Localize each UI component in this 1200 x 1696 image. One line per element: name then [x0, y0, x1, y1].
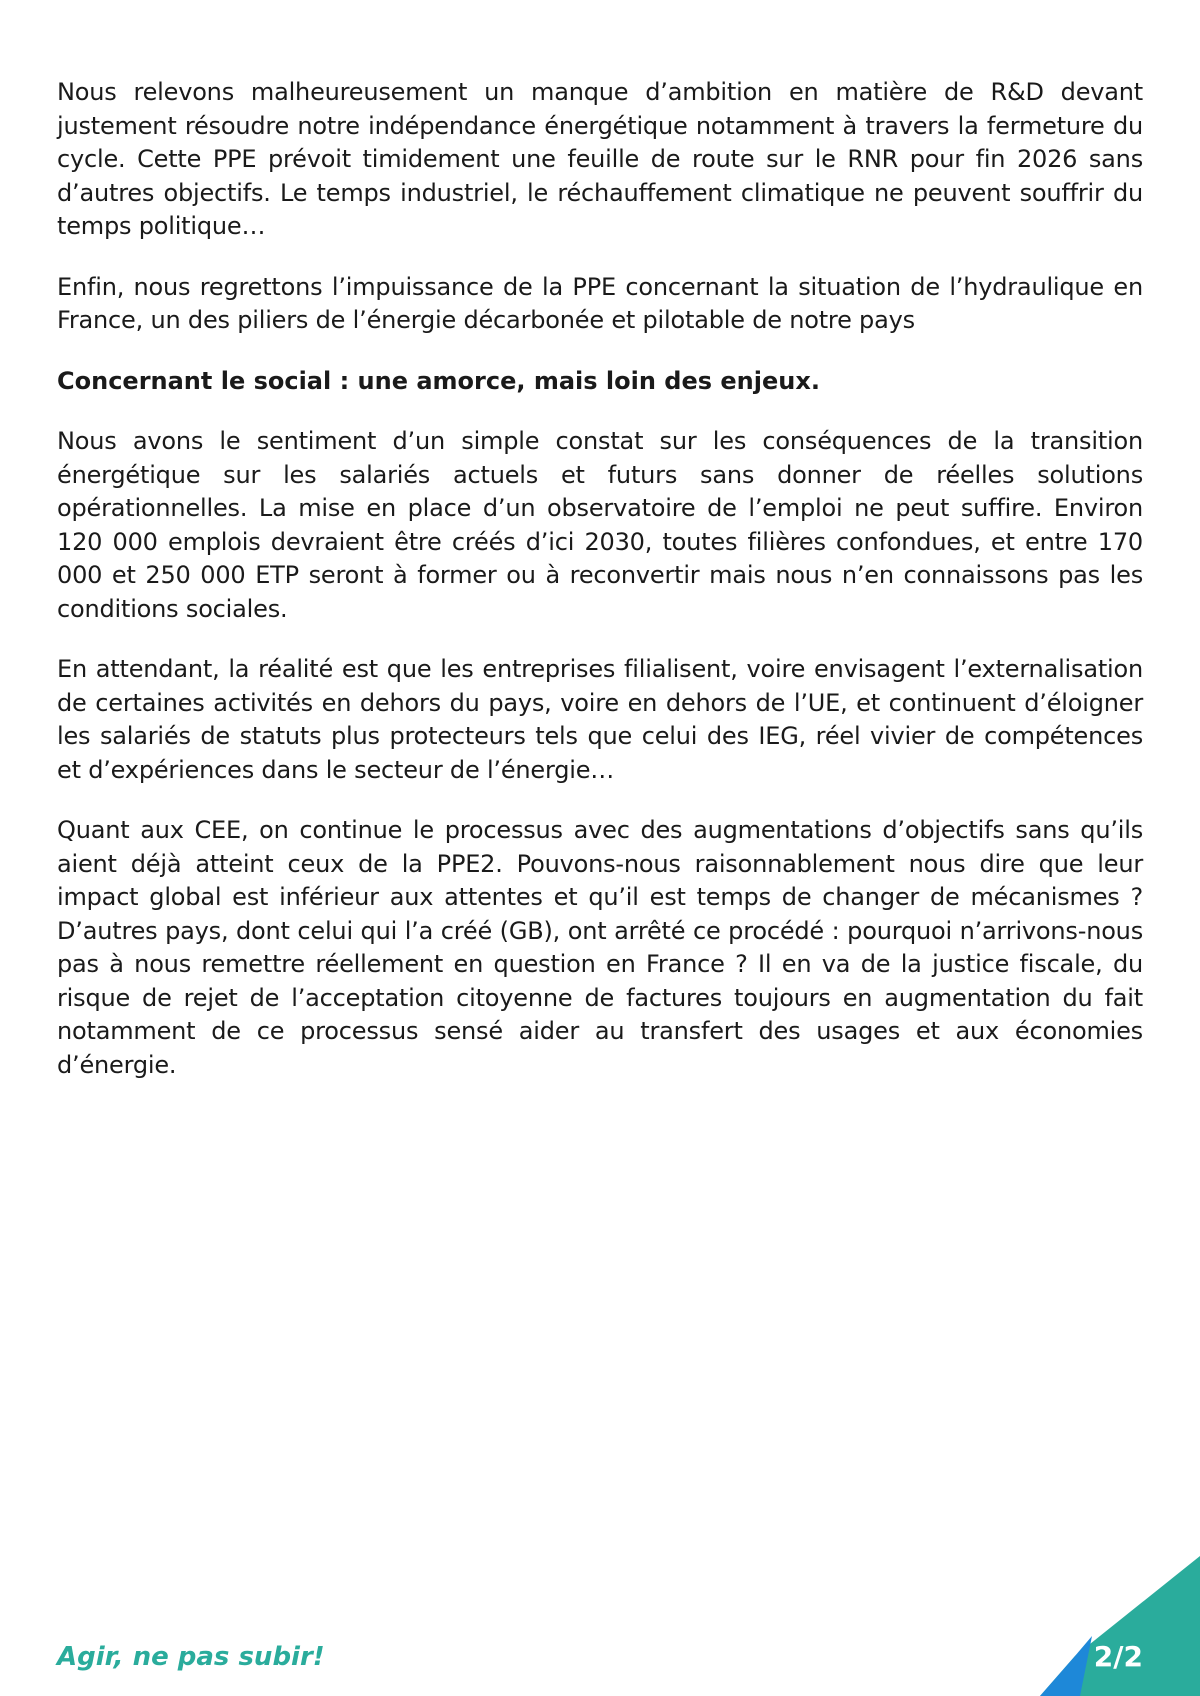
corner-decoration [980, 1556, 1200, 1696]
paragraph-hydraulique: Enfin, nous regrettons l’impuissance de la PPE concernant la situation de l’hydraulique en France, un des piliers de l’énergie décarbonée et pilotable de notre pays [57, 272, 1143, 334]
paragraph-cee: Quant aux CEE, on continue le processus avec des augmentations d’objectifs sans qu’ils aient déjà atteint ceux de la PPE2. Pouvons-nous raisonnablement nous dire que leur impact global est inférieur aux attentes et qu’il est temps de changer de mécanismes ? D’autres pays, dont celui qui l’a créé (GB), ont arrêté ce procédé : pourquoi n’arrivons-nous pas à nous remettre réellement en question en France ? Il en va de la justice fiscale, du risque de rejet de l’acceptation citoyenne de factures toujours en augmentation du fait notamment de ce processus sensé aider au transfert des usages et aux économies d’énergie. [57, 816, 1143, 1079]
paragraph-emplois: Nous avons le sentiment d’un simple constat sur les conséquences de la transition énergétique sur les salariés actuels et futurs sans donner de réelles solutions opérationnelles. La mise en place d’un observatoire de l’emploi ne peut suffire. Environ 120 000 emplois devraient être créés d’ici 2030, toutes filières confondues, et entre 170 000 et 250 000 ETP seront à former ou à reconvertir mais nous n’en connaissons pas les conditions sociales. [57, 427, 1143, 623]
footer-slogan: Agir, ne pas subir! [57, 1642, 325, 1672]
section-heading-social: Concernant le social : une amorce, mais loin des enjeux. [57, 366, 820, 395]
paragraph-rnd: Nous relevons malheureusement un manque d’ambition en matière de R&D devant justement résoudre notre indépendance énergétique notamment à travers la fermeture du cycle. Cette PPE prévoit timidement une feuille de route sur le RNR pour fin 2026 sans d’autres objectifs. Le temps industriel, le réchauffement climatique ne peuvent souffrir du temps politique… [57, 78, 1143, 240]
page-number: 2/2 [1093, 1640, 1143, 1673]
document-body [57, 76, 1143, 1109]
paragraph-externalisation: En attendant, la réalité est que les entreprises filialisent, voire envisagent l’externalisation de certaines activités en dehors du pays, voire en dehors de l’UE, et continuent d’éloigner les salariés de statuts plus protecteurs tels que celui des IEG, réel vivier de compétences et d’expériences dans le secteur de l’énergie… [57, 655, 1143, 784]
